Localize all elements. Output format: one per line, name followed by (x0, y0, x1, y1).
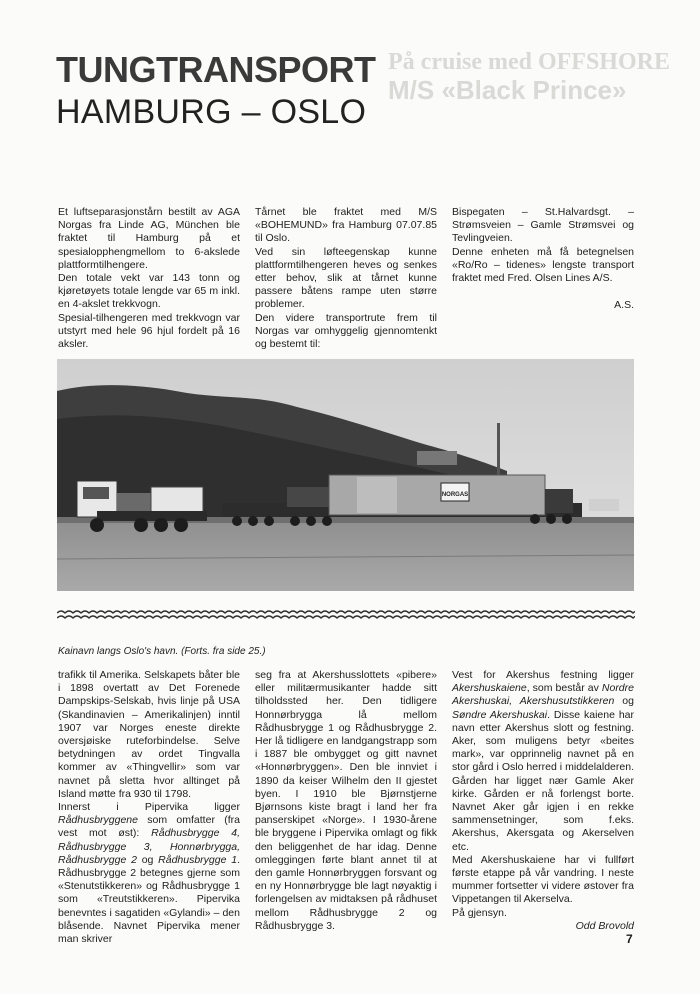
page-number: 7 (626, 932, 633, 946)
bleed-through-text (388, 48, 688, 104)
photo-caption: Kainavn langs Oslo's havn. (Forts. fra side 25.) (58, 646, 266, 657)
wave-divider (57, 608, 635, 622)
continued-paragraph: Med Akershuskaiene har vi fullført første etappe på vår vandring. I neste mummer fortsetter vi videre østover fra Vippetangen til Akerselva. (452, 853, 634, 906)
transport-photo (57, 359, 634, 591)
article-column-1 (58, 206, 240, 351)
article-column-3 (452, 206, 634, 312)
title-line-2: HAMBURG – OSLO (56, 93, 367, 131)
article-paragraph: Denne enheten må få betegnelsen «Ro/Ro – tidenes» lengste transport fraktet med Fred. Olsen Lines A/S. (452, 245, 634, 285)
author-name: Odd Brovold (575, 919, 634, 932)
continued-paragraph: seg fra at Akershusslottets «pibere» eller militærmusikanter hadde sitt tilholdssted her. Den tidligere Honnørbrygga lå mellom Rådhusbrygge 1 og Rådhusbrygge 2. Her lå tidligere en landgangstrapp som i 1887 ble ombygget og gitt navnet «Honnørbryggen». Den ble innviet i 1890 da keiser Wilhelm den II gjestet byen. I 1910 ble Bjørnstjerne Bjørnsons kiste bragt i land her fra panserskipet «Norge». I 1930-årene ble bryggene i Pipervika omlagt og fikk den beliggenhet de har idag. Denne omleggingen førte blant annet til at den gamle Honnørbryggen forsvant og en ny Honnørbrygge ble lagt nøyaktig i forlengelsen av midtaksen på rådhuset mellom Rådhusbrygge 2 og Rådhusbrygge 3. (255, 669, 437, 932)
article-paragraph: Den totale vekt var 143 tonn og kjøretøyets totale lengde var 65 m inkl. en 4-akslet trekkvogn. (58, 272, 240, 311)
article-paragraph: Spesial-tilhengeren med trekkvogn var utstyrt med hele 96 hjul fordelt på 16 aksler. (58, 311, 240, 351)
article-paragraph: Et luftseparasjonstårn bestilt av AGA Norgas fra Linde AG, München ble fraktet til Hamburg på et spesialopphengmellom to 6-akslede plattformtilhengere. (58, 206, 240, 271)
continued-paragraph: trafikk til Amerika. Selskapets båter ble i 1898 overtatt av Det Forenede Dampskips-Selskab, hvis linje på USA (Skandinavien – Amerikalinjen) inntil 1907 var Norges eneste direkte oversjøiske ruteforbindelse. Selve betydningen av ordet Tingvalla kommer av «Thingvellir» som var navnet på sletta hvor alltinget på Island møtte fra 930 til 1798. (58, 669, 240, 800)
ghost-line-2: M/S «Black Prince» (388, 75, 627, 105)
continued-column-2 (255, 669, 437, 933)
photo-illustration (57, 359, 634, 591)
continued-paragraph: På gjensyn. (452, 906, 507, 919)
continued-paragraph: Vest for Akershus festning ligger Akershuskaiene, som består av Nordre Akershuskai, Akershusutstikkeren og Søndre Akershuskai. Disse kaiene har navn etter Akershus slott og festning. Aker, som muligens betyr «beites mark», var opprinnelig navnet på en stor gård i Oslo herred i middelalderen. Gården har ligget nær Gamle Aker kirke. Gården er nå forlengst borte. Navnet Aker går igjen i en rekke sammensetninger, som f.eks. Akershus, Akersgata og Akerselven etc. (452, 669, 634, 853)
article-paragraph: Den videre transportrute frem til Norgas var omhyggelig gjennomtenkt og bestemt til: (255, 311, 437, 351)
continued-column-1 (58, 669, 240, 946)
article-signature: A.S. (614, 299, 634, 312)
article-paragraph: Tårnet ble fraktet med M/S «BOHEMUND» fra Hamburg 07.07.85 til Oslo. (255, 206, 437, 245)
article-paragraph: Ved sin løfteegenskap kunne plattformtilhengeren heves og senkes etter behov, slik at tårnet kunne passere båtens rampe uten større problemer. (255, 245, 437, 311)
title-line-1: TUNGTRANSPORT (56, 49, 376, 90)
continued-paragraph: Innerst i Pipervika ligger Rådhusbryggene som omfatter (fra vest mot øst): Rådhusbrygge 4, Rådhusbrygge 3, Honnørbrygga, Rådhusbrygge 2 og Rådhusbrygge 1. Rådhusbrygge 2 betegnes gjerne som «Stenutstikkeren» og Rådhusbrygge 1 som «Treutstikkeren». Pipervika benevntes i sagatiden «Gylandi» – den blåsende. Navnet Pipervika mener man skriver (58, 801, 240, 946)
continued-column-3 (452, 669, 634, 933)
article-column-2 (255, 206, 437, 351)
ghost-line-1: På cruise med OFFSHORE (388, 49, 670, 75)
trailer-logo-text: NORGAS (441, 492, 469, 498)
article-paragraph: Bispegaten – St.Halvardsgt. – Strømsveien – Gamle Strømsvei og Tevlingveien. (452, 206, 634, 245)
